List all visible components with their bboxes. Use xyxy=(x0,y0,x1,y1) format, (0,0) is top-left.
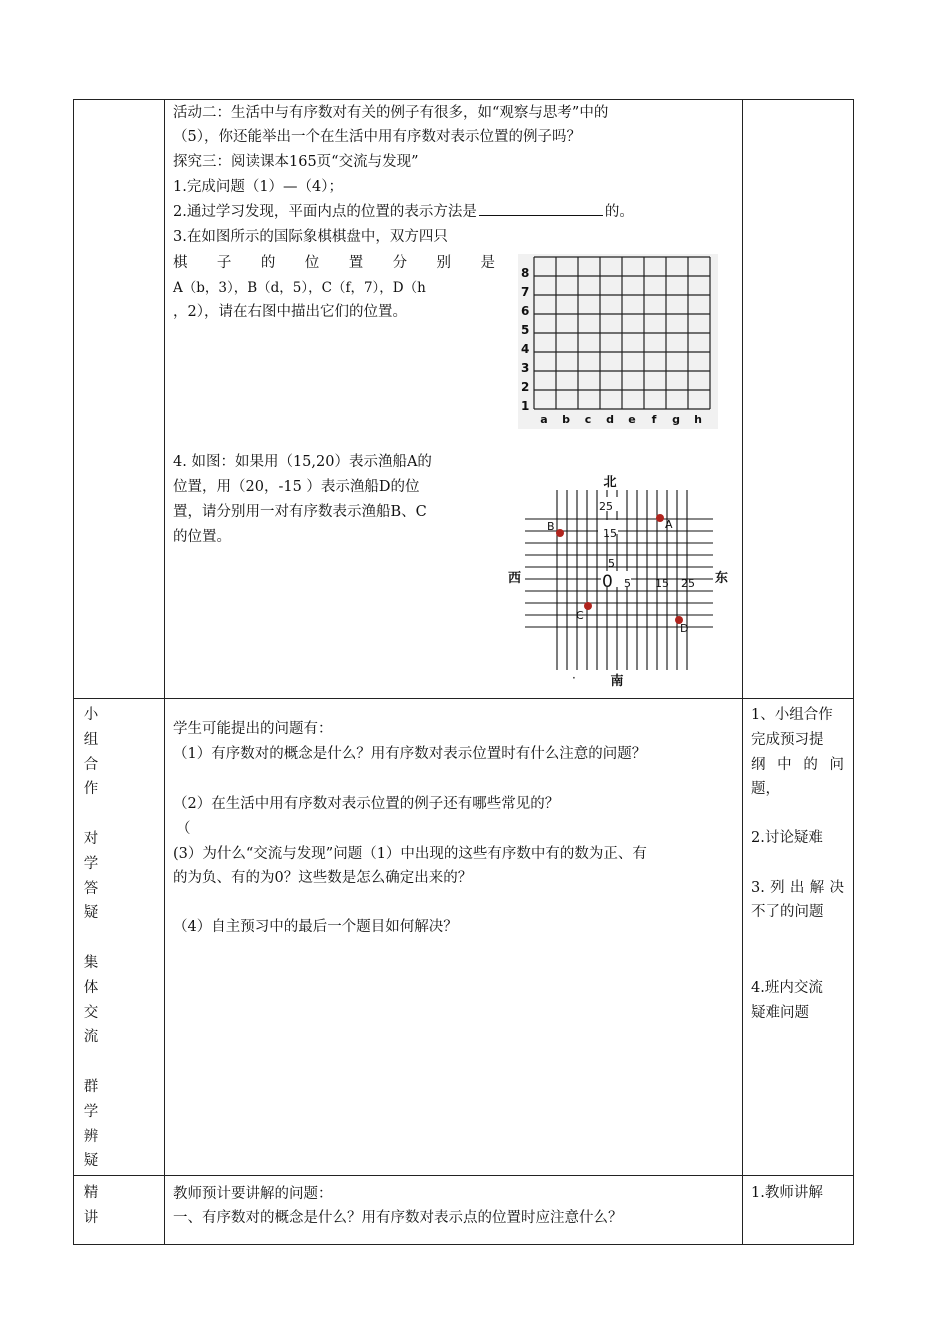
row-label: 2 xyxy=(521,380,530,394)
side-char: 学 xyxy=(83,1104,99,1120)
north-label: 北 xyxy=(603,475,617,490)
note-char: 问 xyxy=(829,757,844,773)
item1-text: 1.完成问题（1）—（4）； xyxy=(173,179,344,195)
origin-label: 0 xyxy=(602,572,613,592)
boat-label-b: B xyxy=(547,520,555,533)
col-label: c xyxy=(584,413,592,426)
col-label: d xyxy=(606,413,614,426)
row-label: 1 xyxy=(521,399,530,413)
boat-label-d: D xyxy=(680,622,689,635)
item3-char: 置 xyxy=(348,255,364,271)
side-char: 合 xyxy=(83,757,99,773)
note-char: 出 xyxy=(789,880,805,896)
item2-text xyxy=(173,200,634,224)
x-tick: 15 xyxy=(655,577,669,590)
boat-c-marker xyxy=(584,602,592,610)
side-char: 小 xyxy=(83,707,99,723)
side-char: 答 xyxy=(83,881,99,897)
note-4-line1: 4.班内交流 xyxy=(751,980,823,996)
item2-suffix: 的。 xyxy=(604,204,634,220)
row-label: 8 xyxy=(521,266,530,280)
col-label: g xyxy=(672,413,680,426)
teacher-intro: 教师预计要讲解的问题： xyxy=(173,1186,333,1202)
item3-char: 别 xyxy=(436,255,452,271)
question-3-line2: 的为负、有的为0？这些数是怎么确定出来的？ xyxy=(173,870,473,886)
note-char: 中 xyxy=(777,757,792,773)
note-4-line2: 疑难问题 xyxy=(751,1005,809,1021)
item3-char: 子 xyxy=(216,255,232,271)
item3-char: 是 xyxy=(480,255,495,271)
boat-label-a: A xyxy=(665,518,673,531)
item3-char: 棋 xyxy=(173,255,188,271)
item3-char: 的 xyxy=(260,255,276,271)
compass-grid-figure xyxy=(505,470,735,690)
question-3-line1: (3）为什么“交流与发现”问题（1）中出现的这些有序数中有的数为正、有 xyxy=(173,846,647,862)
x-tick: 5 xyxy=(624,577,631,590)
side-char: 讲 xyxy=(83,1210,99,1226)
column-divider-right xyxy=(742,100,743,1244)
note-char: 决 xyxy=(829,880,844,896)
row-label: 3 xyxy=(521,361,530,375)
side-char: 疑 xyxy=(83,1153,99,1169)
explore3-heading: 探究三：阅读课本165页“交流与发现” xyxy=(173,154,419,170)
side-char: 群 xyxy=(83,1079,99,1095)
note-char: 列 xyxy=(770,880,785,896)
col-label: f xyxy=(651,413,657,426)
east-label: 东 xyxy=(715,571,729,586)
col-label: b xyxy=(562,413,570,426)
item4-line4: 的位置。 xyxy=(173,529,231,545)
note-char: 的 xyxy=(803,757,818,773)
side-char: 作 xyxy=(83,781,99,797)
note-3-line2: 不了的问题 xyxy=(751,904,824,920)
item4-line2: 位置，用（20，-15 ）表示渔船D的位 xyxy=(173,479,420,495)
stray-paren: （ xyxy=(176,821,191,837)
boat-label-c: C xyxy=(576,609,584,622)
y-tick: 5 xyxy=(608,557,615,570)
side-char: 体 xyxy=(83,980,99,996)
item4-line1: 4. 如图：如果用（15,20）表示渔船A的 xyxy=(173,454,432,470)
item3-line1: 3.在如图所示的国际象棋棋盘中，双方四只 xyxy=(173,229,448,245)
item3-line4: ，2），请在右图中描出它们的位置。 xyxy=(173,304,407,320)
item2-prefix: 2.通过学习发现，平面内点的位置的表示方法是 xyxy=(173,204,477,220)
side-char: 辨 xyxy=(83,1129,99,1145)
column-divider-left xyxy=(164,100,165,1244)
question-2: （2）在生活中用有序数对表示位置的例子还有哪些常见的？ xyxy=(173,796,560,812)
south-label: 南 xyxy=(610,674,624,689)
note-char: 解 xyxy=(809,880,825,896)
row-label: 7 xyxy=(521,285,530,299)
note-2: 2.讨论疑难 xyxy=(751,830,823,846)
teacher-note: 1.教师讲解 xyxy=(751,1185,823,1201)
item3-char: 位 xyxy=(304,255,320,271)
note-1-line2: 完成预习提 xyxy=(751,732,824,748)
side-char: 精 xyxy=(83,1185,99,1201)
side-char: 学 xyxy=(83,856,99,872)
activity2-line1: 活动二：生活中与有序数对有关的例子有很多，如“观察与思考”中的 xyxy=(173,105,609,121)
item3-line2 xyxy=(173,251,495,275)
col-label: h xyxy=(694,413,702,426)
stray-mark: · xyxy=(572,671,576,685)
activity2-line2: （5），你还能举出一个在生活中用有序数对表示位置的例子吗？ xyxy=(173,129,581,145)
note-1-line3 xyxy=(751,753,844,778)
row-divider-1 xyxy=(74,698,853,699)
item3-char: 分 xyxy=(392,255,408,271)
item3-line3: A（b，3），B（d，5），C（f，7），D（h xyxy=(173,280,426,296)
col-label: a xyxy=(540,413,548,426)
side-char: 集 xyxy=(83,955,99,971)
side-char: 交 xyxy=(83,1005,99,1021)
question-1: （1）有序数对的概念是什么？用有序数对表示位置时有什么注意的问题？ xyxy=(173,746,647,762)
note-1-line4: 题， xyxy=(751,781,780,797)
item4-line3: 置，请分别用一对有序数表示渔船B、C xyxy=(173,504,427,520)
fill-blank-line xyxy=(479,201,603,216)
side-char: 疑 xyxy=(83,905,99,921)
row-label: 6 xyxy=(521,304,530,318)
row-label: 5 xyxy=(521,323,530,337)
side-char: 流 xyxy=(83,1029,99,1045)
side-char: 组 xyxy=(83,732,99,748)
y-tick: 25 xyxy=(599,500,613,513)
row-divider-2 xyxy=(74,1175,853,1176)
questions-intro: 学生可能提出的问题有： xyxy=(173,721,333,737)
col-label: e xyxy=(628,413,636,426)
chessboard-figure xyxy=(518,254,718,429)
note-3-line1 xyxy=(751,876,844,901)
boat-a-marker xyxy=(656,514,664,522)
y-tick: 15 xyxy=(603,527,617,540)
west-label: 西 xyxy=(508,571,522,586)
question-4: （4）自主预习中的最后一个题目如何解决？ xyxy=(173,919,458,935)
note-char: 纲 xyxy=(751,757,766,773)
row-label: 4 xyxy=(521,342,530,356)
teacher-question-1: 一、有序数对的概念是什么？用有序数对表示点的位置时应注意什么？ xyxy=(173,1210,623,1226)
boat-b-marker xyxy=(556,529,564,537)
side-char: 对 xyxy=(83,831,99,847)
note-char: 3. xyxy=(751,880,765,896)
note-1-line1: 1、小组合作 xyxy=(751,707,833,723)
x-tick: 25 xyxy=(681,577,695,590)
